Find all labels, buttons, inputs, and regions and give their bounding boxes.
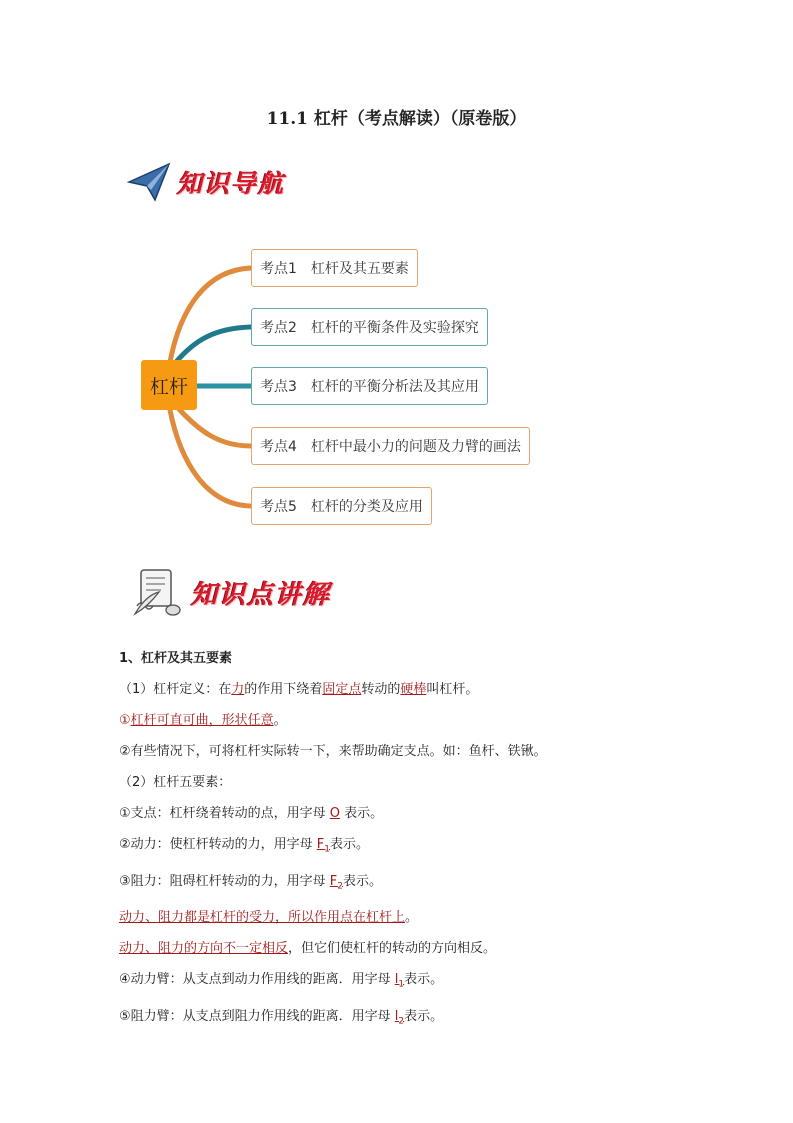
- text: ③阻力：阻碍杠杆转动的力，用字母: [119, 873, 326, 889]
- underlined-term: 力: [231, 682, 245, 697]
- text: ④动力臂：从支点到动力作用线的距离．用字母: [119, 972, 391, 988]
- element-resistance-arm: [119, 1001, 679, 1038]
- nav-banner-text: 知识导航: [177, 169, 286, 198]
- connector-topic-5: [170, 410, 251, 506]
- topic-code: 考点3: [260, 379, 297, 395]
- topic-code: 考点1: [260, 261, 297, 277]
- underlined-term: 杠杆可直可曲，形状任意: [130, 713, 274, 728]
- element-fulcrum: [119, 798, 679, 829]
- element-effort-arm: [119, 964, 679, 1001]
- topic-label: 杠杆的平衡条件及实验探究: [310, 320, 479, 336]
- underlined-term: [316, 837, 331, 855]
- note-line-2: ②有些情况下，可将杠杆实际转一下，来帮助确定支点。如：鱼杆、铁锹。: [119, 744, 547, 759]
- page-title: 11.1 杠杆（考点解读）（原卷版）: [266, 109, 527, 129]
- topic-code: 考点4: [260, 439, 297, 455]
- mindmap-topic-5: [251, 487, 432, 525]
- text: 表示。: [330, 837, 370, 852]
- connector-topic-1: [170, 268, 251, 362]
- mindmap-topic-3: [251, 367, 488, 405]
- topic-label: 杠杆及其五要素: [310, 261, 409, 277]
- text: 表示。: [404, 972, 444, 988]
- mindmap-center-node: 杠杆: [141, 360, 197, 410]
- text: ②动力：使杠杆转动的力，用字母: [119, 837, 313, 852]
- section-content: [119, 643, 679, 1037]
- text: 表示。: [343, 873, 383, 889]
- force-note-1: [119, 902, 679, 933]
- knowledge-banner-text: 知识点讲解: [191, 579, 332, 610]
- subscript: 1: [398, 979, 405, 990]
- connector-topic-4: [178, 408, 251, 446]
- mindmap-topic-4: [251, 427, 530, 465]
- text: 的作用下绕着: [244, 682, 323, 697]
- note-line-1: [119, 705, 679, 736]
- force-note-2: [119, 933, 679, 964]
- text: ，但它们使杠杆的转动的方向相反。: [288, 941, 497, 957]
- element-resistance-force: [119, 866, 679, 903]
- section-heading: 1、杠杆及其五要素: [119, 651, 233, 666]
- knowledge-point-banner: [129, 566, 331, 618]
- text: 叫杠杆。: [426, 682, 479, 697]
- symbol: l: [394, 1008, 399, 1024]
- text: ①支点：杠杆绕着转动的点，用字母: [119, 806, 326, 821]
- text: ①: [119, 713, 131, 728]
- five-elements-heading: （2）杠杆五要素：: [119, 775, 232, 790]
- topic-label: 杠杆的分类及应用: [310, 499, 423, 515]
- topic-label: 杠杆的平衡分析法及其应用: [310, 379, 479, 395]
- text: 表示。: [344, 806, 384, 821]
- underlined-term: [329, 873, 344, 892]
- underlined-term: 固定点: [322, 682, 362, 697]
- mindmap-topic-2: [251, 308, 488, 346]
- underlined-term: 动力、阻力都是杠杆的受力，所以作用点在杠杆上: [119, 910, 406, 926]
- underlined-term: [394, 972, 405, 990]
- underlined-term: 动力、阻力的方向不一定相反: [119, 941, 289, 957]
- subscript: 2: [337, 881, 344, 892]
- text: 表示。: [404, 1008, 444, 1024]
- subscript: 2: [398, 1016, 405, 1027]
- definition-line: [119, 674, 679, 705]
- mindmap-topic-1: [251, 249, 418, 287]
- text: （1）杠杆定义：在: [119, 682, 232, 697]
- scroll-quill-icon: [129, 566, 183, 618]
- symbol: F: [329, 873, 338, 889]
- topic-code: 考点5: [260, 499, 297, 515]
- text: 。: [273, 713, 287, 728]
- connector-topic-2: [176, 327, 251, 362]
- text: 。: [405, 910, 419, 926]
- text: 转动的: [361, 682, 401, 697]
- text: ⑤阻力臂：从支点到阻力作用线的距离．用字母: [119, 1008, 391, 1024]
- symbol: l: [394, 972, 399, 988]
- subscript: 1: [324, 844, 331, 855]
- topic-code: 考点2: [260, 320, 297, 336]
- symbol: F: [316, 837, 325, 852]
- topic-label: 杠杆中最小力的问题及力臂的画法: [310, 439, 521, 455]
- underlined-term: O: [329, 806, 341, 821]
- element-effort-force: [119, 829, 679, 866]
- underlined-term: 硬棒: [400, 682, 427, 697]
- underlined-term: [394, 1008, 405, 1027]
